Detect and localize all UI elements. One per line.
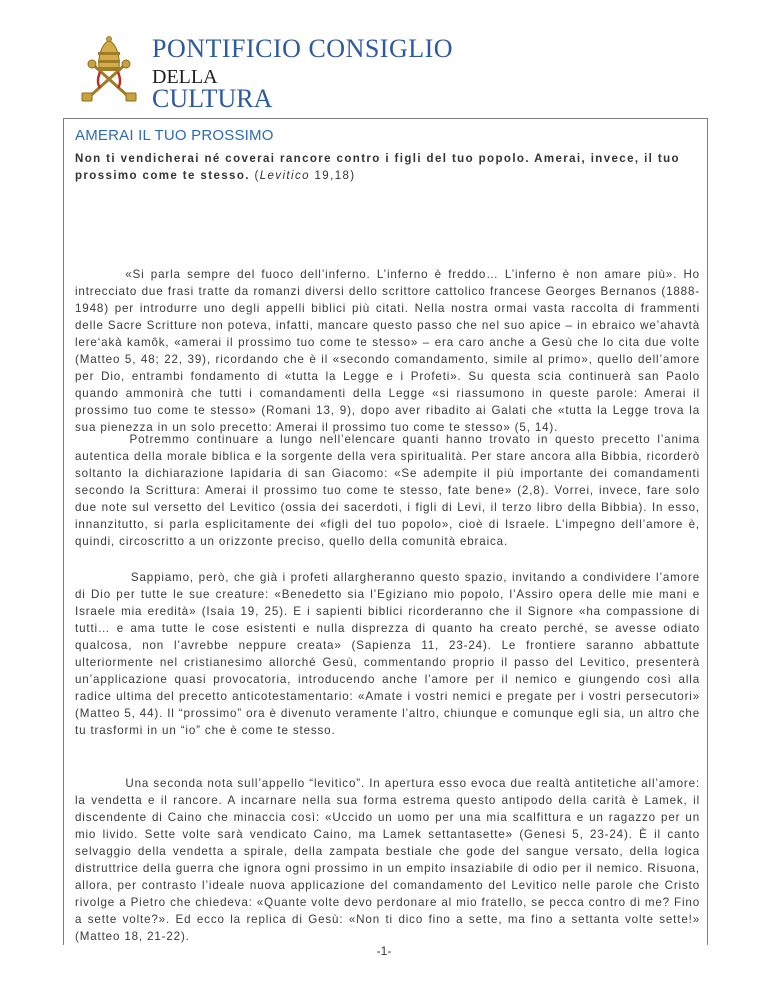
paragraph-2 <box>75 431 700 550</box>
paragraph-1 <box>75 266 700 436</box>
brand-line-1: PONTIFICIO CONSIGLIO <box>152 34 454 63</box>
page-title: AMERAI IL TUO PROSSIMO <box>75 127 274 144</box>
header-logo <box>78 36 478 116</box>
epigraph <box>75 151 700 185</box>
paragraph-text: «Si parla sempre del fuoco dell’inferno. L’inferno è freddo… L’inferno è non amare più». Ho intrecciato due frasi tratte da romanzi diversi dello scrittore cattolico francese Georges Bernanos (1888-1948) per introdurre uno degli appelli biblici più citati. Nella nostra ormai vasta raccolta di frammenti delle Sacre Scritture non poteva, infatti, mancare questo passo che nel suo apice – in ebraico we’ahavtà lere‘akà kamôk, «amerai il prossimo tuo come te stesso» – era caro anche a Gesù che lo cita due volte (Matteo 5, 48; 22, 39), ricordando che è il «secondo comandamento, simile al primo», quello dell’amore per Dio, entrambi fondamento di «tutta la Legge e i Profeti». Su questa scia continuerà san Paolo quando ammonirà che tutti i comandamenti della Legge «si riassumono in queste parole: Amerai il prossimo tuo come te stesso» (Romani 13, 9), dopo aver ribadito ai Galati che «tutta la Legge trova la sua pienezza in un solo precetto: Amerai il prossimo tuo come te stesso» (5, 14). <box>75 268 700 434</box>
paragraph-3 <box>75 569 700 739</box>
paragraph-text: Una seconda nota sull’appello “levitico”. In apertura esso evoca due realtà antitetiche all’amore: la vendetta e il rancore. A incarnare nella sua forma estrema questo antipodo della carità è Lamek, il discendente di Caino che minaccia così: «Uccido un uomo per una mia scalfittura e un ragazzo per un mio livido. Sette volte sarà vendicato Caino, ma Lamek settantasette» (Genesi 5, 23-24). È il canto selvaggio della vendetta a spirale, della zampata bestiale che gode del sangue versato, della logica distruttrice della guerra che ignora ogni prossimo in un empito insaziabile di odio per il nemico. Risuona, allora, per contrasto l’ideale nuova applicazione del comandamento del Levitico nelle parole che Cristo rivolge a Pietro che chiedeva: «Quante volte devo perdonare al mio fratello, se pecca contro di me? Fino a sette volte?». Ed ecco la replica di Gesù: «Non ti dico fino a sette, ma fino a settanta volte sette!» (Matteo 18, 21-22). <box>75 777 700 943</box>
paragraph-text: Sappiamo, però, che già i profeti allargheranno questo spazio, invitando a condividere l’amore di Dio per tutte le sue creature: «Benedetto sia l’Egiziano mio popolo, l’Assiro opera delle mie mani e Israele mia eredità» (Isaia 19, 25). E i sapienti biblici ricorderanno che il Signore «ha compassione di tutti… e ama tutte le cose esistenti e nulla disprezza di quanto ha creato perché, se avesse odiato qualcosa, non l’avrebbe neppure creata» (Sapienza 11, 23-24). Le frontiere saranno abbattute ulteriormente nel cristianesimo allorché Gesù, commentando proprio il passo del Levitico, presenterà un’applicazione quasi provocatoria, introducendo anche l’amore per il nemico e giungendo così alla radice ultima del precetto anticotestamentario: «Amate i vostri nemici e pregate per i vostri persecutori» (Matteo 5, 44). Il “prossimo” ora è divenuto veramente l’altro, chiunque e comunque egli sia, un altro che tu trasformi in un “io” che è come te stesso. <box>75 571 700 737</box>
paragraph-text: Potremmo continuare a lungo nell’elencare quanti hanno trovato in questo precetto l’anima autentica della morale biblica e la sorgente della vera spiritualità. Per stare ancora alla Bibbia, ricorderò soltanto la dichiarazione lapidaria di san Giacomo: «Se adempite il più importante dei comandamenti secondo la Scrittura: Amerai il prossimo tuo come te stesso, fate bene» (2,8). Vorrei, invece, fare solo due note sul versetto del Levitico (ossia dei sacerdoti, i figli di Levi, il terzo libro della Bibbia). In esso, innanzitutto, si parla esplicitamente dei «figli del tuo popolo», cioè di Israele. L’impegno dell’amore è, quindi, circoscritto a un orizzonte preciso, quello della comunità ebraica. <box>75 433 700 548</box>
paragraph-4 <box>75 775 700 945</box>
brand-line-2: DELLA <box>152 66 218 88</box>
papal-keys-tiara-icon <box>78 36 140 106</box>
page-number: -1- <box>376 944 392 958</box>
epigraph-text: Non ti vendicherai né coverai rancore contro i figli del tuo popolo. Amerai, invece, il tuo prossimo come te stesso. <box>75 153 680 182</box>
epigraph-book: Levitico <box>259 170 310 182</box>
brand-line-3: CULTURA <box>152 84 273 113</box>
epigraph-reference: (Levitico 19,18) <box>254 170 356 182</box>
